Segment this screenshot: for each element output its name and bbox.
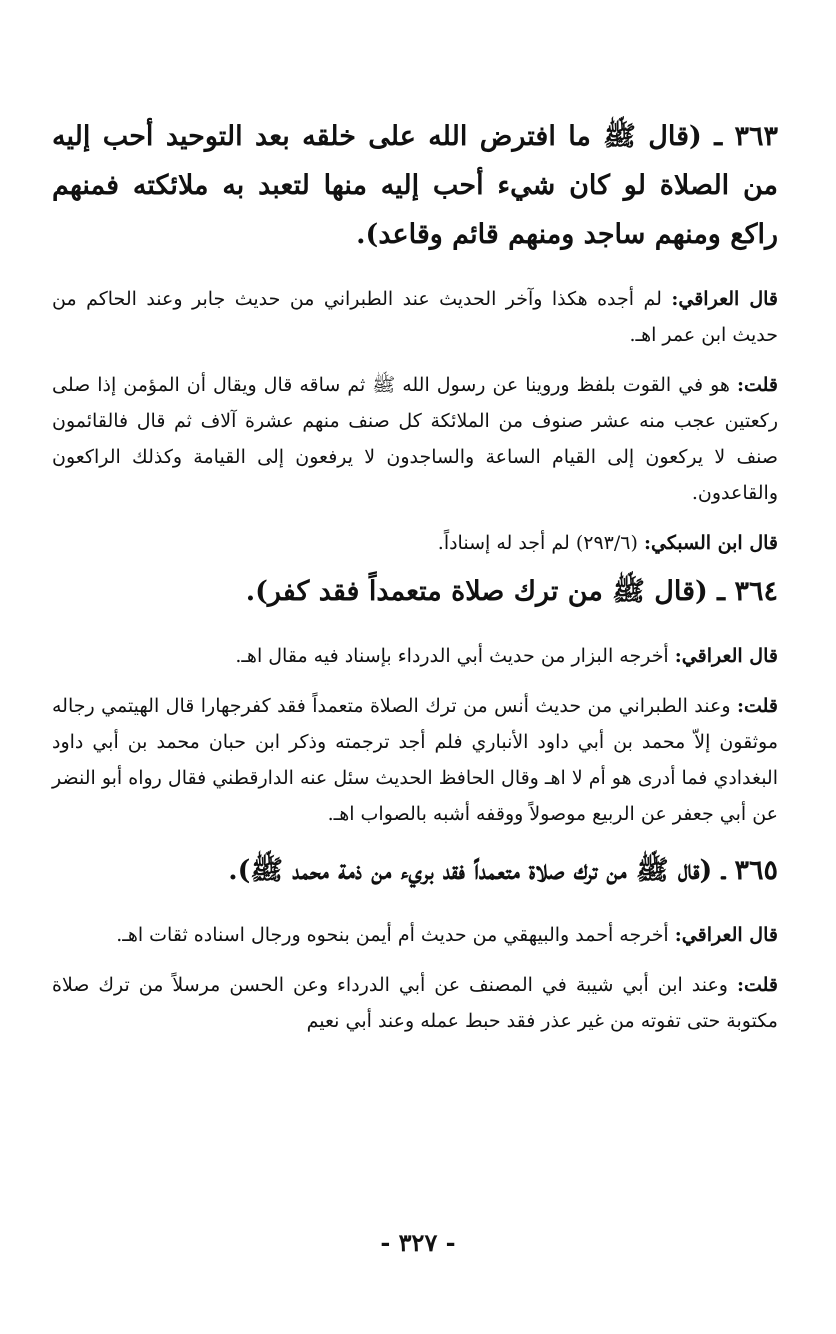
commentary-text: وعند ابن أبي شيبة في المصنف عن أبي الدرداء وعن الحسن مرسلاً من ترك صلاة مكتوبة حتى تفوته من غير عذر فقد حبط عمله وعند أبي نعيم bbox=[52, 974, 778, 1032]
commentary-label: قلت: bbox=[736, 695, 778, 717]
hadith-363 bbox=[52, 112, 778, 259]
commentary-iraqi-365 bbox=[52, 917, 778, 953]
hadith-text: (قال ﷺ من ترك صلاة متعمداً فقد كفر). bbox=[245, 576, 708, 607]
hadith-number: ٣٦٤ ـ bbox=[717, 576, 778, 607]
commentary-text: أخرجه أحمد والبيهقي من حديث أم أيمن بنحوه ورجال اسناده ثقات اهـ. bbox=[116, 924, 669, 946]
commentary-text: وعند الطبراني من حديث أنس من ترك الصلاة متعمداً فقد كفرجهارا قال الهيتمي رجاله موثقون إلاّ محمد بن أبي داود الأنباري فلم أجد ترجمته وذكر ابن حبان محمد بن أبي داود البغدادي فما أدرى هو أم لا اهـ وقال الحافظ الحديث سئل عنه الدارقطني فقال رواه أبو النضر عن أبي جعفر عن الربيع موصولاً ووقفه أشبه بالصواب اهـ. bbox=[52, 695, 778, 825]
commentary-label: قلت: bbox=[736, 974, 778, 996]
commentary-text: هو في القوت بلفظ وروينا عن رسول الله ﷺ ثم ساقه قال ويقال أن المؤمن إذا صلى ركعتين عجب منه عشر صنوف من الملائكة كل صنف منهم عشرة آلاف ثم قال فالقائمون صنف لا يركعون إلى القيام الساعة والساجدون لا يرفعون إلى القيامة وكذلك الراكعون والقاعدون. bbox=[52, 374, 778, 504]
commentary-label: قال العراقي: bbox=[671, 288, 778, 310]
commentary-iraqi-364 bbox=[52, 638, 778, 674]
commentary-text: (٢٩٣/٦) لم أجد له إسناداً. bbox=[437, 532, 638, 554]
commentary-text: لم أجده هكذا وآخر الحديث عند الطبراني من حديث جابر وعند الحاكم من حديث ابن عمر اهـ. bbox=[52, 288, 778, 346]
commentary-label: قال العراقي: bbox=[674, 924, 778, 946]
commentary-author-364 bbox=[52, 688, 778, 832]
commentary-author-365 bbox=[52, 967, 778, 1039]
hadith-text: (قال ﷺ ما افترض الله على خلقه بعد التوحيد أحب إليه من الصلاة لو كان شيء أحب إليه منها لتعبد به ملائكته فمنهم راكع ومنهم ساجد ومنهم قائم وقاعد). bbox=[52, 121, 778, 250]
commentary-label: قال العراقي: bbox=[674, 645, 778, 667]
hadith-365 bbox=[52, 846, 778, 895]
hadith-text: (قال ﷺ من ترك صلاة متعمداً فقد بريء من ذمة محمد ﷺ). bbox=[228, 855, 713, 886]
commentary-label: قال ابن السبكي: bbox=[643, 532, 778, 554]
hadith-364 bbox=[52, 567, 778, 616]
commentary-author-363 bbox=[52, 367, 778, 511]
hadith-number: ٣٦٥ ـ bbox=[721, 855, 778, 886]
page-number: - ٣٢٧ - bbox=[380, 1228, 456, 1257]
commentary-subki-363 bbox=[52, 525, 778, 561]
commentary-label: قلت: bbox=[736, 374, 778, 396]
commentary-text: أخرجه البزار من حديث أبي الدرداء بإسناد فيه مقال اهـ. bbox=[235, 645, 669, 667]
commentary-iraqi-363 bbox=[52, 281, 778, 353]
hadith-number: ٣٦٣ ـ bbox=[714, 121, 778, 152]
